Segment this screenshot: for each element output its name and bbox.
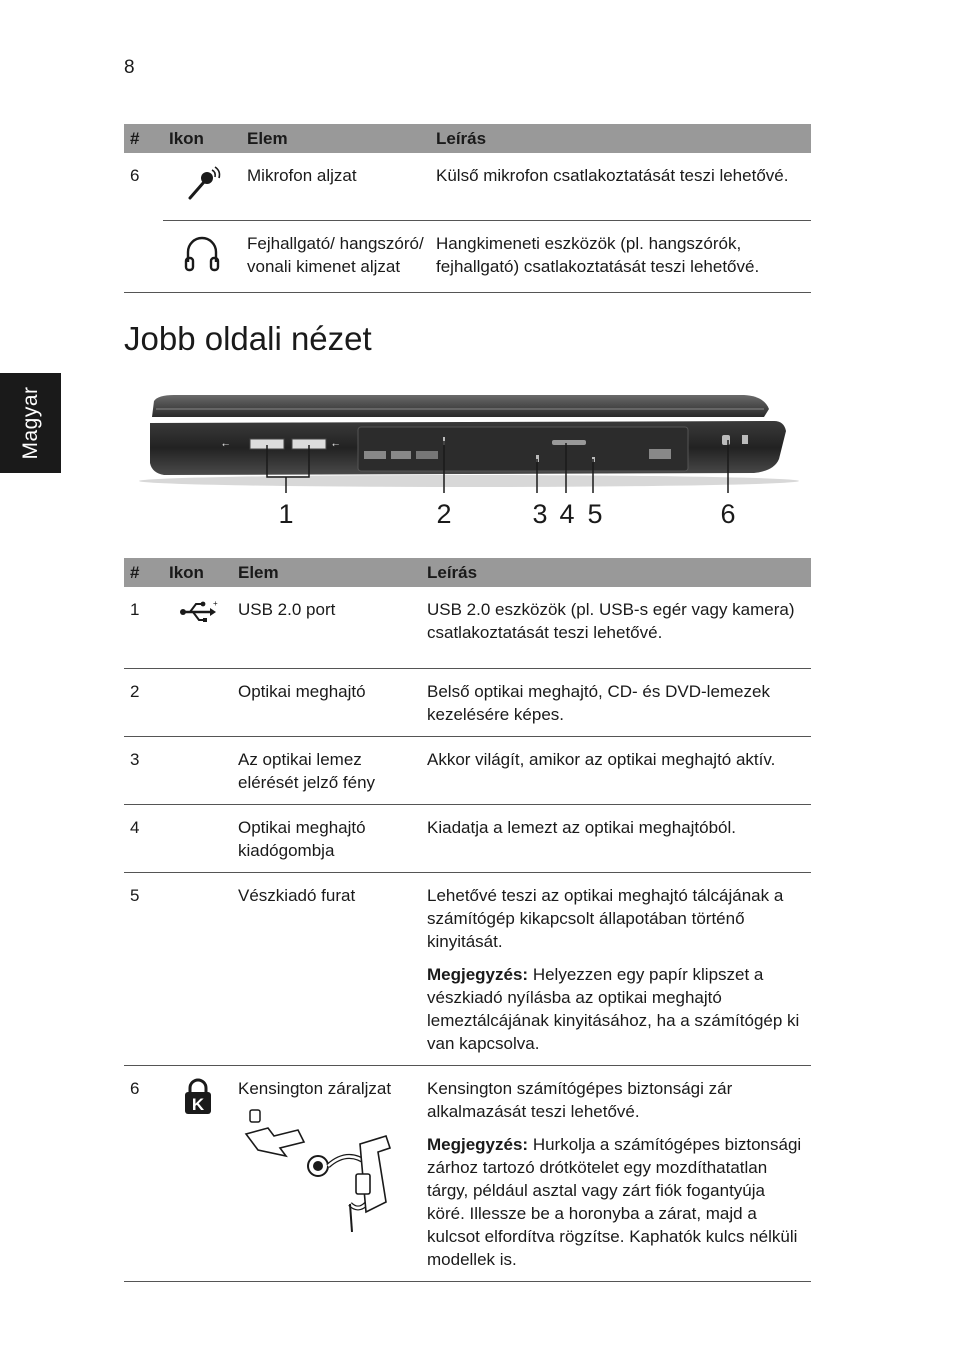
note-text: Hurkolja a számítógépes biztonsági zárhoz tartozó drótkötelet egy mozdíthatatlan tárgy, például asztal vagy zárt fiók fogantyúja köré. Illessze be a horonyba a zárat, majd a kulcsot elfordítva rögzítse. Kaphatók kulcs nélküli modellek is. (427, 1135, 802, 1269)
row-elem-cell (232, 1066, 421, 1282)
row-icon (163, 873, 232, 1066)
row-num: 6 (124, 1066, 163, 1282)
table-row (124, 669, 811, 737)
row-num: 2 (124, 669, 163, 737)
row-icon (163, 805, 232, 873)
row-icon (163, 1066, 232, 1282)
section-title: Jobb oldali nézet (124, 320, 372, 357)
row-desc: Akkor világít, amikor az optikai meghajtó aktív. (421, 737, 811, 805)
note-text: Helyezzen egy papír klipszet a vészkiadó nyílásba az optikai meghajtó lemeztálcájának kinyitásához, ha a számítógép ki van kapcsolva. (427, 965, 800, 1053)
kensington-lock-icon (181, 1077, 215, 1117)
callout-1: 1 (278, 499, 294, 529)
svg-text:K: K (191, 1095, 204, 1114)
headphones-icon (182, 232, 222, 276)
row-desc: Belső optikai meghajtó, CD- és DVD-lemezek kezelésére képes. (421, 669, 811, 737)
callout-5: 5 (587, 499, 603, 529)
header-desc: Leírás (430, 124, 811, 153)
row-elem: Az optikai lemez elérését jelző fény (232, 737, 421, 805)
table-row (124, 587, 811, 669)
row-icon (163, 669, 232, 737)
row-icon (163, 153, 241, 221)
kensington-lock-illustration (238, 1108, 408, 1232)
svg-text:+: + (212, 599, 218, 608)
microphone-icon (182, 164, 222, 204)
table-header-row (124, 558, 811, 587)
svg-text:⭠: ⭠ (222, 439, 230, 449)
row-num: 5 (124, 873, 163, 1066)
header-elem: Elem (232, 558, 421, 587)
row-elem: Fejhallgató/ hangszóró/ vonali kimenet aljzat (241, 221, 430, 293)
table-header-row (124, 124, 811, 153)
laptop-right-side-figure (124, 387, 811, 533)
row-elem: Kensington záraljzat (238, 1079, 392, 1098)
side-tab-label: Magyar (18, 386, 42, 460)
row-desc: USB 2.0 eszközök (pl. USB-s egér vagy kamera) csatlakoztatását teszi lehetővé. (421, 587, 811, 669)
header-elem: Elem (241, 124, 430, 153)
header-num: # (124, 124, 163, 153)
row-num (124, 221, 163, 293)
row-elem: Optikai meghajtó kiadógombja (232, 805, 421, 873)
page-number: 8 (124, 57, 135, 78)
row-icon (163, 221, 241, 293)
row-icon (163, 737, 232, 805)
row-num: 3 (124, 737, 163, 805)
row-elem: Optikai meghajtó (232, 669, 421, 737)
table-row (124, 737, 811, 805)
svg-text:⭠: ⭠ (332, 439, 340, 449)
usb-icon (178, 598, 218, 626)
table-row (124, 805, 811, 873)
callout-4: 4 (559, 499, 575, 529)
header-icon: Ikon (163, 124, 241, 153)
header-icon: Ikon (163, 558, 232, 587)
row-num: 4 (124, 805, 163, 873)
table-row (124, 153, 811, 221)
row-note (427, 963, 805, 1055)
row-note (427, 1133, 805, 1271)
row-elem: Mikrofon aljzat (241, 153, 430, 221)
ports-table-right (124, 558, 811, 1282)
row-elem: Vészkiadó furat (232, 873, 421, 1066)
row-desc: Hangkimeneti eszközök (pl. hangszórók, fejhallgató) csatlakoztatását teszi lehetővé. (430, 221, 811, 293)
row-desc-cell (421, 873, 811, 1066)
row-desc: Lehetővé teszi az optikai meghajtó tálcájának a számítógép kikapcsolt állapotában történő kinyitását. (427, 886, 784, 951)
language-side-tab (0, 373, 61, 473)
header-desc: Leírás (421, 558, 811, 587)
row-num: 6 (130, 166, 140, 185)
header-num: # (124, 558, 163, 587)
callout-3: 3 (532, 499, 548, 529)
row-desc: Kensington számítógépes biztonsági zár alkalmazását teszi lehetővé. (427, 1079, 733, 1121)
row-num: 1 (124, 587, 163, 669)
note-label: Megjegyzés: (427, 1135, 529, 1154)
table-row (124, 221, 811, 293)
table-row (124, 1066, 811, 1282)
row-desc: Külső mikrofon csatlakoztatását teszi lehetővé. (430, 153, 811, 221)
ports-table-top (124, 124, 811, 293)
callout-2: 2 (436, 499, 452, 529)
callout-6: 6 (720, 499, 736, 529)
row-desc-cell (421, 1066, 811, 1282)
row-elem: USB 2.0 port (232, 587, 421, 669)
row-desc: Kiadatja a lemezt az optikai meghajtóból. (421, 805, 811, 873)
table-row (124, 873, 811, 1066)
note-label: Megjegyzés: (427, 965, 529, 984)
row-icon (163, 587, 232, 669)
